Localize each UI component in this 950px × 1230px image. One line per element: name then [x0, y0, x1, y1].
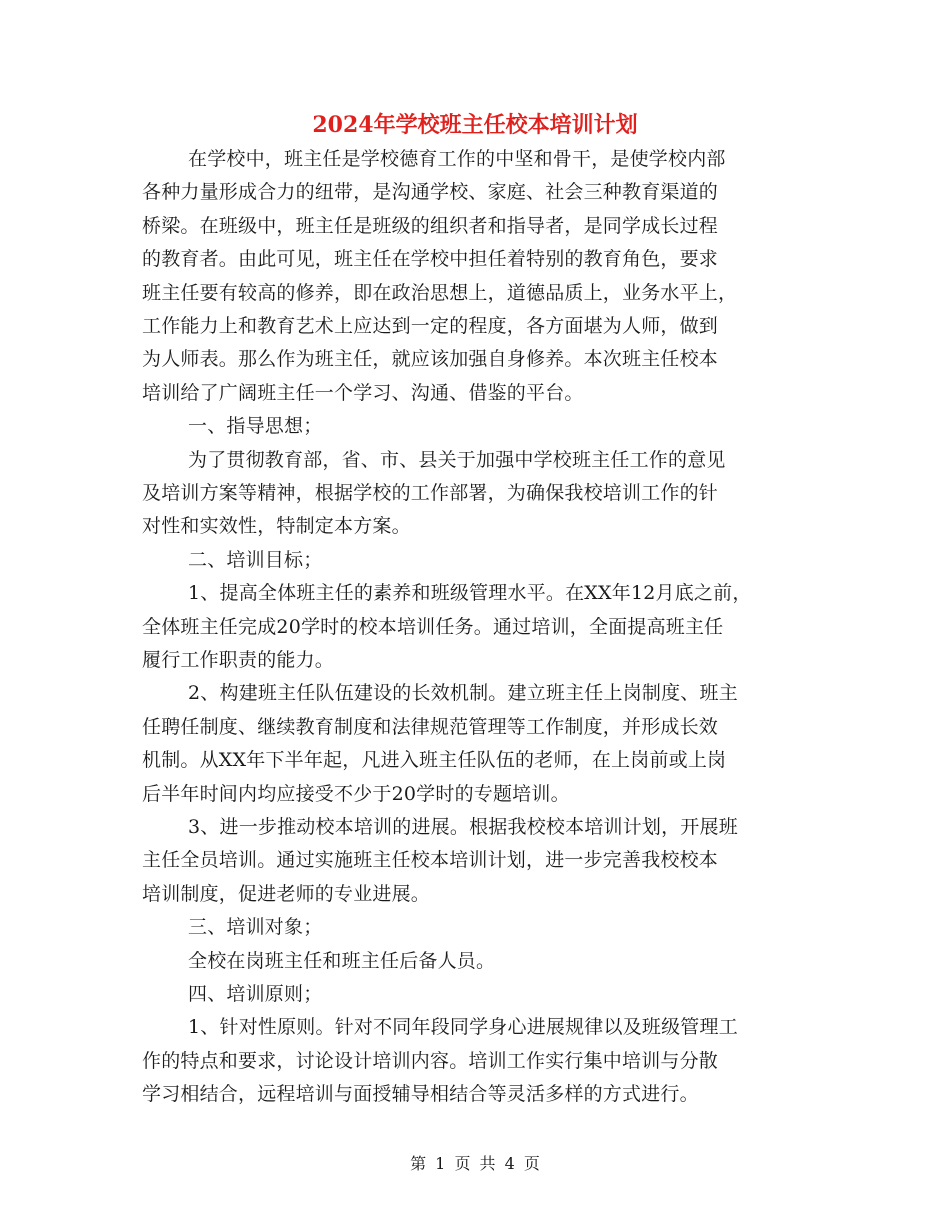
- section-heading: 三、培训对象；: [188, 916, 323, 939]
- text-line: 学习相结合，远程培训与面授辅导相结合等灵活多样的方式进行。: [142, 1083, 699, 1106]
- text-line: 班主任要有较高的修养，即在政治思想上，道德品质上，业务水平上，: [142, 281, 738, 304]
- section-heading: 二、培训目标；: [188, 548, 323, 571]
- text-line: 后半年时间内均应接受不少于20学时的专题培训。: [142, 782, 570, 805]
- text-line: 为人师表。那么作为班主任，就应该加强自身修养。本次班主任校本: [142, 348, 719, 371]
- text-line: 培训制度，促进老师的专业进展。: [142, 882, 431, 905]
- text-line: 机制。从XX年下半年起，凡进入班主任队伍的老师，在上岗前或上岗: [142, 749, 727, 772]
- document-title: 2024年学校班主任校本培训计划: [312, 112, 638, 138]
- text-line: 桥梁。在班级中，班主任是班级的组织者和指导者，是同学成长过程: [142, 214, 719, 237]
- text-line: 工作能力上和教育艺术上应达到一定的程度，各方面堪为人师，做到: [142, 315, 719, 337]
- text-line: 履行工作职责的能力。: [142, 649, 335, 671]
- text-line: 任聘任制度、继续教育制度和法律规范管理等工作制度，并形成长效: [142, 715, 719, 738]
- text-line: 主任全员培训。通过实施班主任校本培训计划，进一步完善我校校本: [142, 849, 719, 872]
- text-line: 的教育者。由此可见，班主任在学校中担任着特别的教育角色，要求: [142, 248, 719, 271]
- text-line: 3、进一步推动校本培训的进展。根据我校校本培训计划，开展班: [188, 816, 738, 838]
- text-line: 全校在岗班主任和班主任后备人员。: [188, 949, 496, 972]
- text-line: 各种力量形成合力的纽带，是沟通学校、家庭、社会三种教育渠道的: [142, 181, 719, 204]
- text-line: 对性和实效性，特制定本方案。: [142, 515, 411, 538]
- page-footer: 第 1 页 共 4 页: [410, 1154, 540, 1173]
- section-heading: 一、指导思想；: [188, 415, 323, 438]
- text-line: 1、针对性原则。针对不同年段同学身心进展规律以及班级管理工: [188, 1016, 738, 1039]
- text-line: 为了贯彻教育部，省、市、县关于加强中学校班主任工作的意见: [188, 448, 726, 471]
- text-line: 培训给了广阔班主任一个学习、沟通、借鉴的平台。: [142, 381, 584, 404]
- text-line: 2、构建班主任队伍建设的长效机制。建立班主任上岗制度、班主: [188, 682, 738, 705]
- text-line: 1、提高全体班主任的素养和班级管理水平。在XX年12月底之前，: [188, 582, 752, 605]
- text-line: 作的特点和要求，讨论设计培训内容。培训工作实行集中培训与分散: [142, 1049, 719, 1072]
- text-line: 全体班主任完成20学时的校本培训任务。通过培训，全面提高班主任: [142, 615, 724, 638]
- text-line: 在学校中，班主任是学校德育工作的中坚和骨干，是使学校内部: [188, 148, 726, 170]
- section-heading: 四、培训原则；: [188, 983, 323, 1005]
- text-line: 及培训方案等精神，根据学校的工作部署，为确保我校培训工作的针: [142, 482, 719, 504]
